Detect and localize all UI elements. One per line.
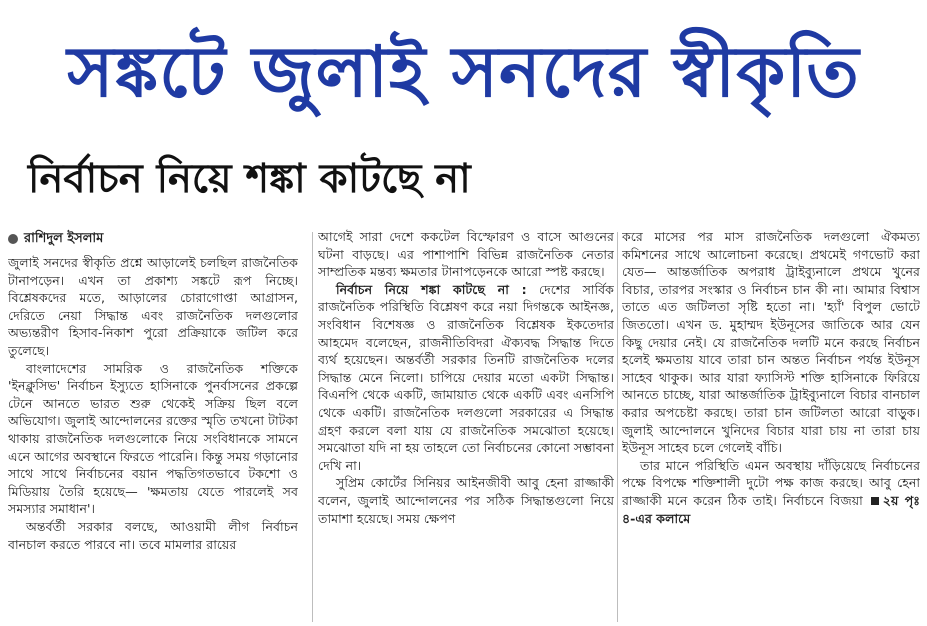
- paragraph: [318, 281, 614, 475]
- column-divider: [617, 232, 618, 622]
- article-column-1: [8, 228, 298, 626]
- article-column-2: [318, 228, 614, 626]
- byline-author: রাশিদুল ইসলাম: [24, 231, 104, 246]
- square-bullet-icon: [871, 497, 879, 505]
- bullet-icon: [8, 234, 18, 244]
- headline: সঙ্কটে জুলাই সনদের স্বীকৃতি: [67, 31, 860, 113]
- column-divider: [312, 232, 313, 622]
- paragraph: [622, 457, 920, 527]
- continuation-note: ২য় পৃঃ ৪-এর কলামে: [622, 492, 920, 526]
- paragraph-text: দেশের সার্বিক রাজনৈতিক পরিস্থিতি বিশ্লেষণ করে নয়া দিগন্তকে আইনজ্ঞ, সংবিধান বিশেষজ্ঞ ও রাজনৈতিক বিশ্লেষক ইকতেদার আহমেদ বলেছেন, রাজনীতিবিদরা ঐক্যবদ্ধ সিদ্ধান্ত দিতে ব্যর্থ হয়েছেন। অন্তর্বর্তী সরকার তিনটি রাজনৈতিক দলের সিদ্ধান্ত মেনে নিলো। চাপিয়ে দেয়ার মতো একটা সিদ্ধান্ত। বিএনপি থেকে একটি, জামায়াত থেকে একটি এবং এনসিপি থেকে একটি। রাজনৈতিক দলগুলো সরকারের এ সিদ্ধান্ত গ্রহণ করলে বলা যায় যে রাজনৈতিক সমঝোতা হয়েছে। সমঝোতা যদি না হয় তাহলে তো নির্বাচনের কোনো সম্ভাবনা দেখি না।: [318, 281, 614, 473]
- paragraph-text: তার মানে পরিস্থিতি এমন অবস্থায় দাঁড়িয়েছে নির্বাচনের পক্ষে বিপক্ষে শক্তিশালী দুটো পক্ষ কাজ করছে। আবু হেনা রাজ্জাকী মনে করেন ঠিক তাই। নির্বাচনে বিজয়া: [622, 457, 920, 508]
- paragraph: আগেই সারা দেশে ককটেল বিস্ফোরণ ও বাসে আগুনের ঘটনা বাড়ছে। এর পাশাপাশি বিভিন্ন রাজনৈতিক নেতার সাম্প্রতিক মন্তব্য ক্ষমতার টানাপড়েনকে আরো স্পষ্ট করছে।: [318, 229, 614, 280]
- paragraph: করে মাসের পর মাস রাজনৈতিক দলগুলো ঐকমত্য কমিশনের সাথে আলোচনা করেছে। প্রথমেই গণভোট করা যেত— আন্তর্জাতিক অপরাধ ট্রাইব্যুনালে প্রথমে খুনের বিচার, তারপর সংস্কার ও নির্বাচন চান কী না। আমার বিশ্বাস তাতে এত জটিলতা সৃষ্টি হতো না। 'হ্যাঁ' বিপুল ভোটে জিততো। এখন ড. মুহাম্মদ ইউনূসের জাতিকে আর যেন কিছু দেয়ার নেই। যে রাজনৈতিক দলটি মনে করছে নির্বাচন হলেই ক্ষমতায় যাবে তারা চান অন্তত নির্বাচন পর্যন্ত ইউনূস সাহেব থাকুক। আর যারা ফ্যাসিস্ট শক্তি হাসিনাকে ফিরিয়ে আনতে চাচ্ছে, যারা আন্তর্জাতিক ট্রাইব্যুনালে বিচার বানচাল করার অপচেষ্টা করছে। তারা চান জটিলতা আরো বাড়ুক। জুলাই আন্দোলনে খুনিদের বিচার যারা চায় না তারা চায় ইউনূস সাহেব চলে গেলেই বাঁচি।: [622, 229, 920, 456]
- paragraph: বাংলাদেশের সামরিক ও রাজনৈতিক শক্তিকে 'ইনক্লুসিভ' নির্বাচন ইস্যুতে হাসিনাকে পুনর্বাসনের প্রকল্পে টেনে আনতে ভারত শুরু থেকেই সক্রিয় ছিল বলে অভিযোগ। জুলাই আন্দোলনের রক্তের স্মৃতি তখনো টাটকা থাকায় রাজনৈতিক দলগুলোকে নিয়ে সংবিধানকে সামনে এনে আগের অবস্থানে ফিরতে পারেনি। কিন্তু সময় গড়ানোর সাথে সাথে নির্বাচনের বয়ান পদ্ধতিগতভাবে টকশো ও মিডিয়ায় তৈরি হয়েছে— 'ক্ষমতায় যেতে পারলেই সব সমস্যার সমাধান'।: [8, 360, 298, 517]
- paragraph: জুলাই সনদের স্বীকৃতি প্রশ্নে আড়ালেই চলছিল রাজনৈতিক টানাপড়েন। এখন তা প্রকাশ্য সঙ্কটে রূপ নিচ্ছে। বিশ্লেষকদের মতে, আড়ালের চোরাগোপ্তা আগ্রাসন, দেরিতে নেয়া সিদ্ধান্ত এবং রাজনৈতিক দলগুলোর অভ্যন্তরীণ হিসাব-নিকাশ পুরো প্রক্রিয়াকে জটিল করে তুলেছে।: [8, 255, 298, 358]
- paragraph: অন্তর্বর্তী সরকার বলছে, আওয়ামী লীগ নির্বাচন বানচাল করতে পারবে না। তবে মামলার রায়ের: [8, 518, 298, 552]
- article-column-3: [622, 228, 920, 626]
- paragraph: সুপ্রিম কোর্টের সিনিয়র আইনজীবী আবু হেনা রাজ্জাকী বলেন, জুলাই আন্দোলনের পর সঠিক সিদ্ধান্তগুলো নিয়ে তামাশা হয়েছে। সময় ক্ষেপণ: [318, 475, 614, 526]
- byline: [8, 228, 298, 250]
- section-runin-heading: নির্বাচন নিয়ে শঙ্কা কাটছে না :: [336, 281, 527, 297]
- subheadline: নির্বাচন নিয়ে শঙ্কা কাটছে না: [28, 156, 471, 202]
